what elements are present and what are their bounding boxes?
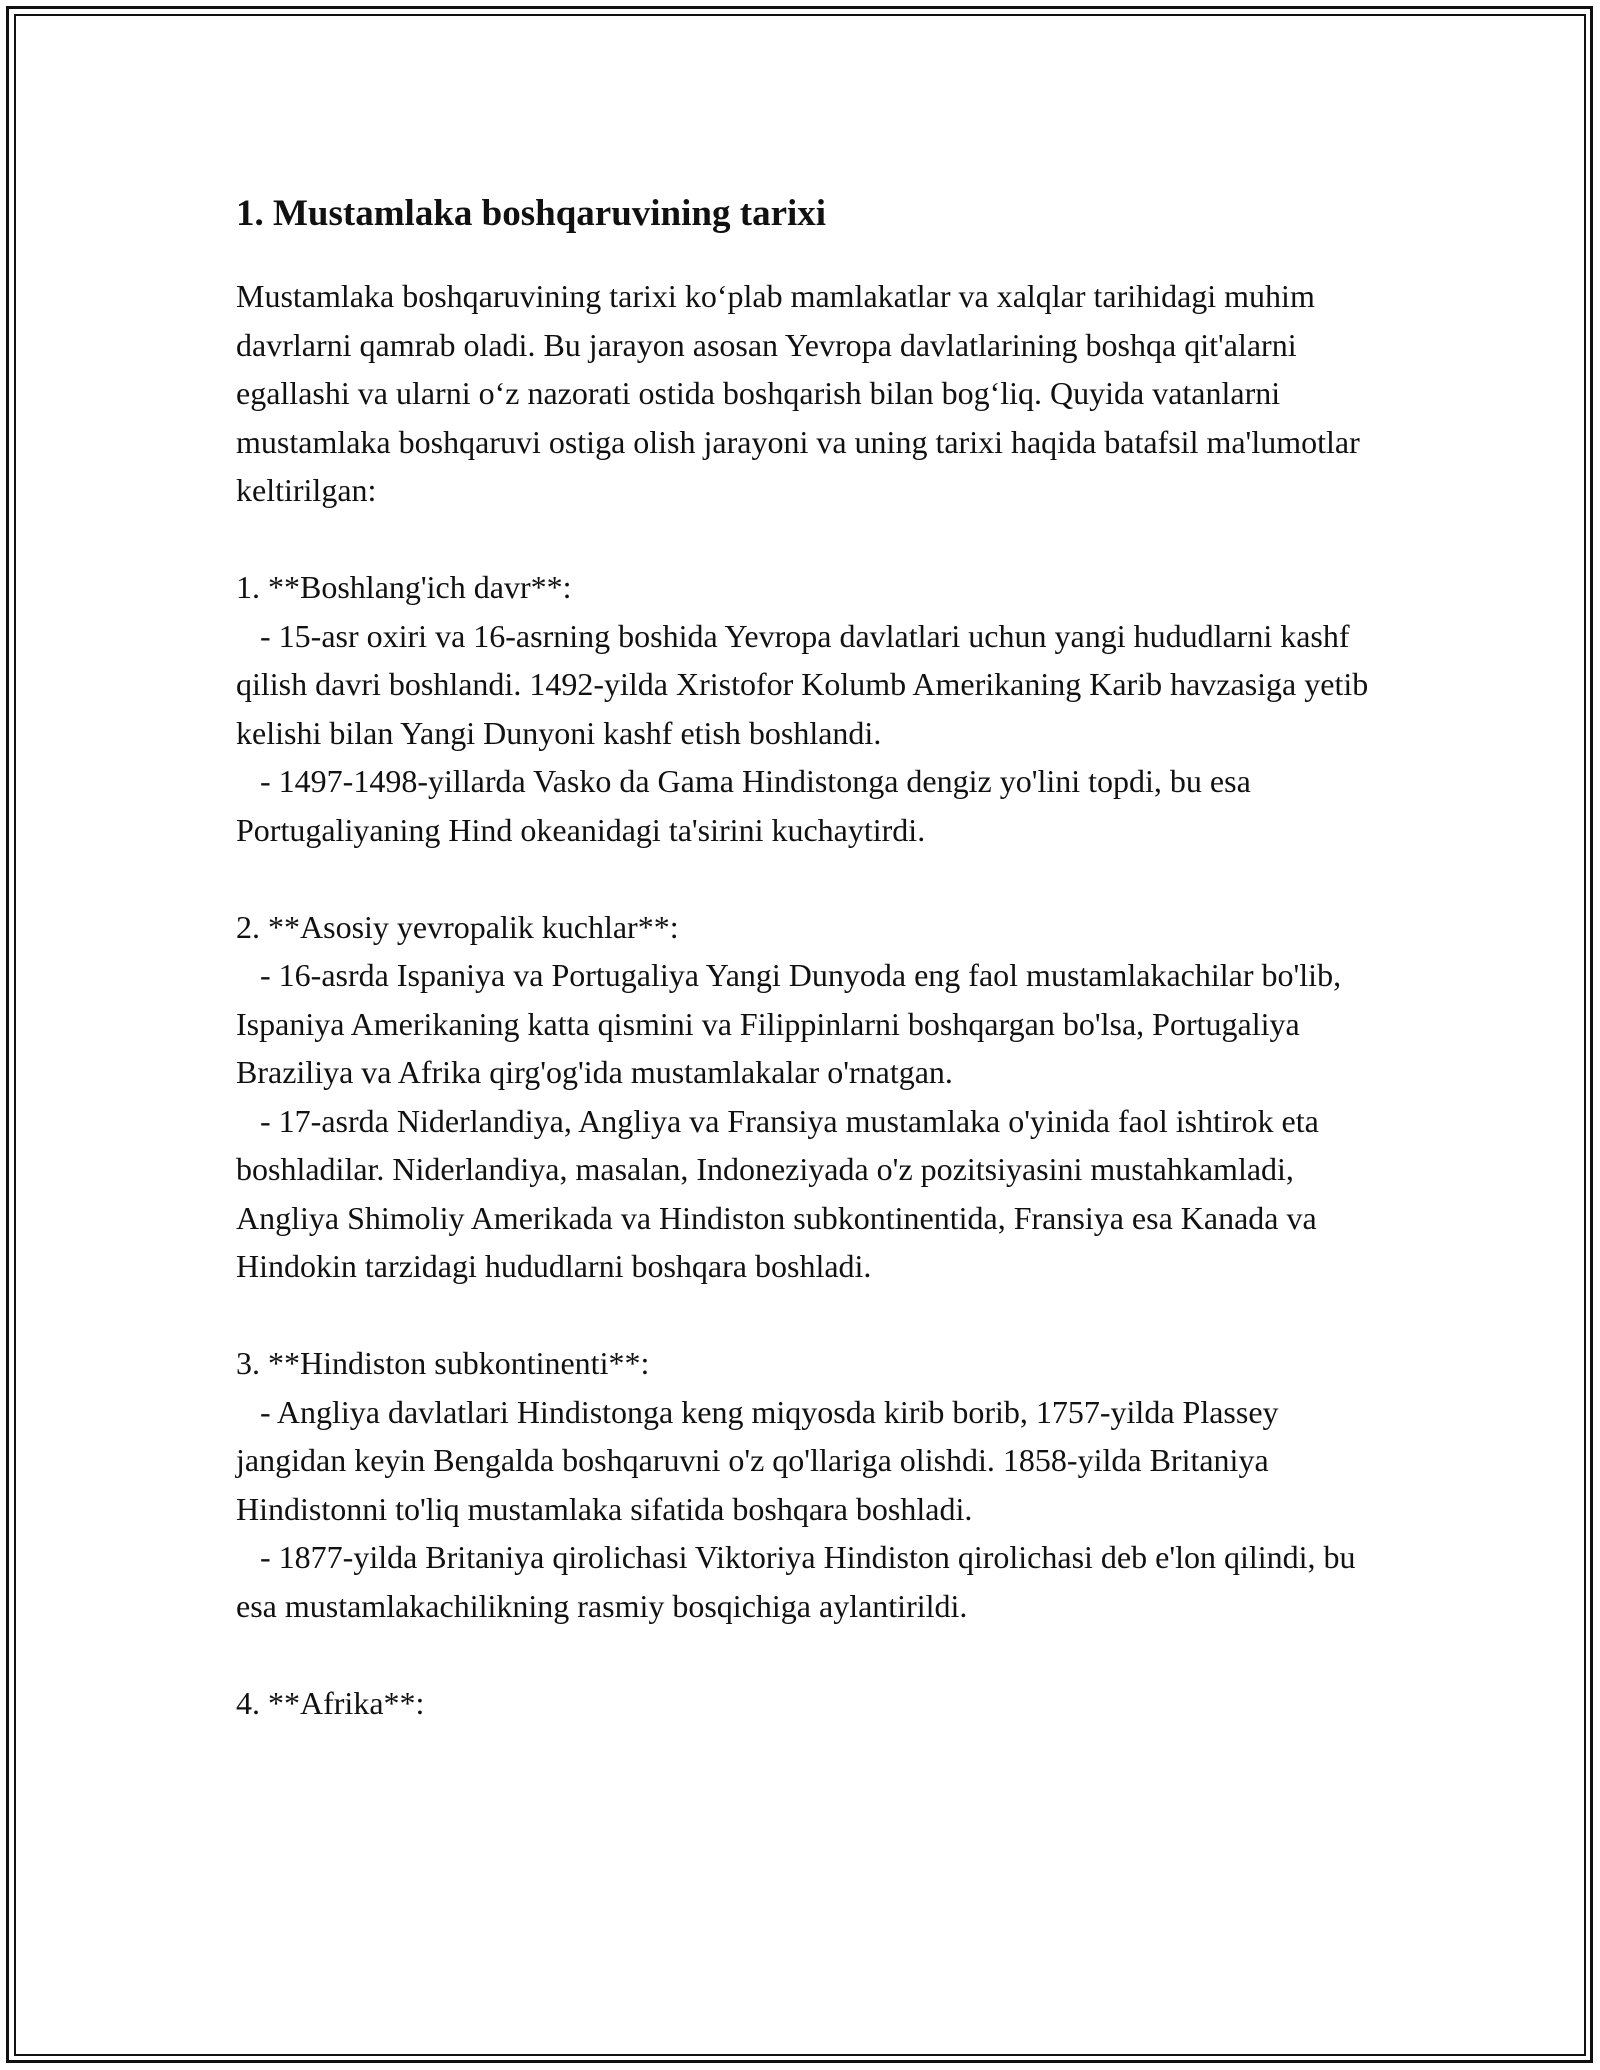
body-text: Mustamlaka boshqaruvining tarixi koʻplab mamlakatlar va xalqlar tarihidagi muhim davrlarni qamrab oladi. Bu jarayon asosan Yevropa davlatlarining boshqa qit'alarni egallashi va ularni oʻz nazorati ostida boshqarish bilan bogʻliq. Quyida vatanlarni mustamlaka boshqaruvi ostiga olish jarayoni va uning tarixi haqida batafsil ma'lumotlar keltirilgan: 1. **Boshlang'ich davr**: - 15-asr oxiri va 16-asrning boshida Yevropa davlatlari uchun yangi hududlarni kashf qilish davri boshlandi. 1492-yilda Xristofor Kolumb Amerikaning Karib havzasiga yetib kelishi bilan Yangi Dunyoni kashf etish boshlandi. - 1497-1498-yillarda Vasko da Gama Hindistonga dengiz yo'lini topdi, bu esa Portugaliyaning Hind okeanidagi ta'sirini kuchaytirdi. 2. **Asosiy yevropalik kuchlar**: - 16-asrda Ispaniya va Portugaliya Yangi Dunyoda eng faol mustamlakachilar bo'lib, Ispaniya Amerikaning katta qismini va Filippinlarni boshqargan bo'lsa, Portugaliya Braziliya va Afrika qirg'og'ida mustamlakalar o'rnatgan. - 17-asrda Niderlandiya, Angliya va Fransiya mustamlaka o'yinida faol ishtirok eta boshladilar. Niderlandiya, masalan, Indoneziyada o'z pozitsiyasini mustahkamladi, Angliya Shimoliy Amerikada va Hindiston subkontinentida, Fransiya esa Kanada va Hindokin tarzidagi hududlarni boshqara boshladi. 3. **Hindiston subkontinenti**: - Angliya davlatlari Hindistonga keng miqyosda kirib borib, 1757-yilda Plassey jangidan keyin Bengalda boshqaruvni o'z qo'llariga olishdi. 1858-yilda Britaniya Hindistonni to'liq mustamlaka sifatida boshqara boshladi. - 1877-yilda Britaniya qirolichasi Viktoriya Hindiston qirolichasi deb e'lon qilindi, bu esa mustamlakachilikning rasmiy bosqichiga aylantirildi. 4. **Afrika**: — [236, 278, 1369, 1721]
section-heading: 1. Mustamlaka boshqaruvining tarixi — [236, 193, 827, 234]
document-content — [236, 186, 1376, 1727]
